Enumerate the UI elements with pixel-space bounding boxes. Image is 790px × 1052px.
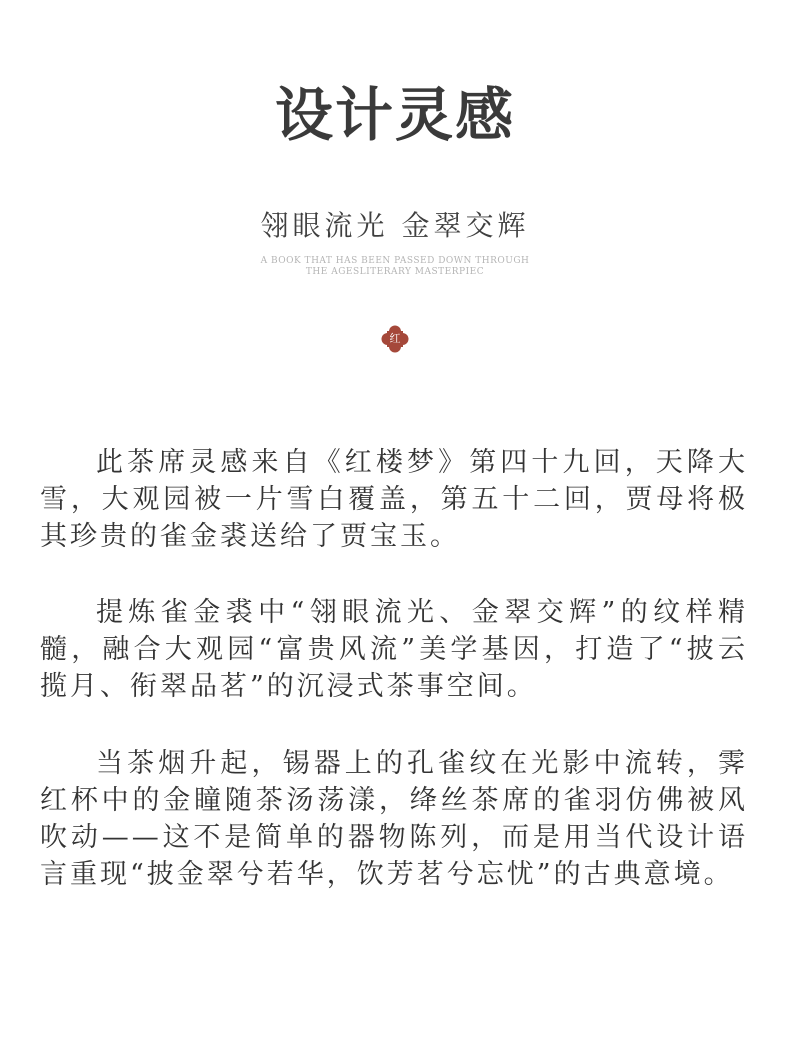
- subtitle: 翎眼流光 金翠交辉: [260, 209, 530, 242]
- english-caption-line-2: THE AGESLITERARY MASTERPIEC: [305, 267, 485, 277]
- english-caption-line-1: A BOOK THAT HAS BEEN PASSED DOWN THROUGH: [260, 256, 530, 266]
- seal-character: 红: [389, 332, 401, 345]
- english-caption: [0, 256, 790, 278]
- paragraph-2: 提炼雀金裘中“翎眼流光、金翠交辉”的纹样精髓，融合大观园“富贵风流”美学基因，打造了“披云揽月、衔翠品茗”的沉浸式茶事空间。: [40, 597, 748, 702]
- page-title: 设计灵感: [274, 81, 515, 149]
- paragraph-3: 当茶烟升起，锡器上的孔雀纹在光影中流转，霁红杯中的金瞳随茶汤荡漾，绛丝茶席的雀羽仿佛被风吹动——这不是简单的器物陈列，而是用当代设计语言重现“披金翠兮若华，饮芳茗兮忘忧”的古典意境。: [40, 748, 748, 890]
- paragraph-1: 此茶席灵感来自《红楼梦》第四十九回，天降大雪，大观园被一片雪白覆盖，第五十二回，贾母将极其珍贵的雀金裘送给了贾宝玉。: [40, 447, 748, 552]
- seal-icon: [381, 325, 409, 353]
